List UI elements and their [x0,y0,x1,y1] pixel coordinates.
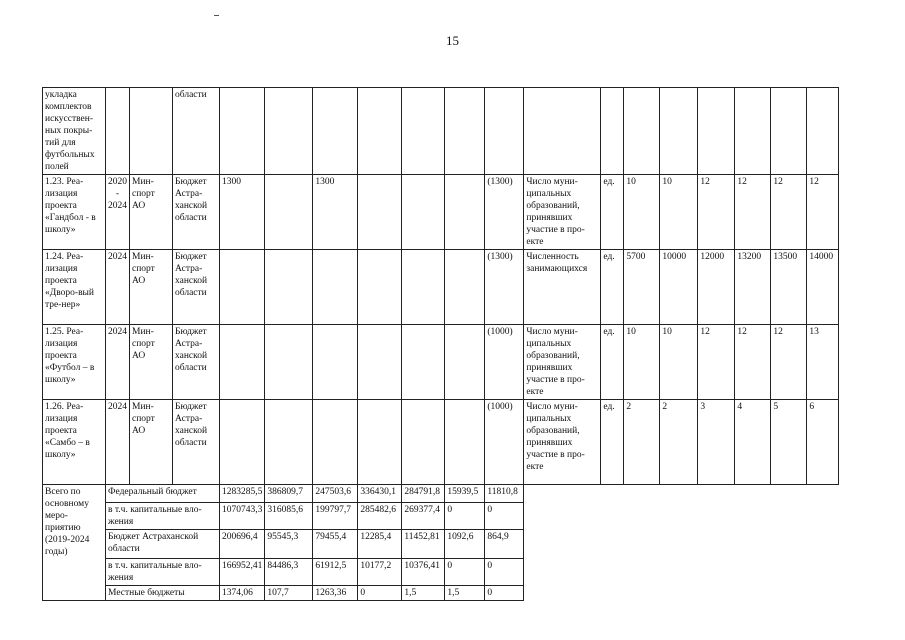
amount [445,250,485,325]
funding-source: Бюджет Астра-ханской области [173,325,220,400]
total-amount: (1000) [485,325,524,400]
executor: Мин-спорт АО [130,325,173,400]
indicator-value: 5 [771,400,807,485]
budget-value: 0 [485,586,524,601]
budget-value: 0 [358,586,402,601]
budget-value: 10376,41 [402,559,445,586]
indicator-value: 10 [624,175,660,250]
budget-value: 10177,2 [358,559,402,586]
table-row [43,586,839,601]
amount [402,325,445,400]
funding-source: Бюджет Астра-ханской области [173,175,220,250]
indicator-value: 2 [624,400,660,485]
measure-name: укладка комплектов искусствен-ных покры-тий для футбольных полей [43,88,106,175]
table-row [43,88,839,175]
budget-value: 95545,3 [265,530,313,559]
table-row [43,503,839,530]
indicator: Численность занимающихся [524,250,601,325]
amount [402,400,445,485]
amount [445,400,485,485]
indicator-value: 13 [807,325,839,400]
years: 2020 - 2024 [106,175,130,250]
amount [220,325,265,400]
unit: ед. [601,175,624,250]
amount [313,250,358,325]
budget-value: 864,9 [485,530,524,559]
executor: Мин-спорт АО [130,250,173,325]
indicator-value: 12 [735,175,771,250]
amount [313,325,358,400]
table-row [43,530,839,559]
amount [358,325,402,400]
amount [313,400,358,485]
total-amount: (1300) [485,250,524,325]
amount [265,250,313,325]
indicator-value: 5700 [624,250,660,325]
budget-value: 316085,6 [265,503,313,530]
unit: ед. [601,400,624,485]
amount [358,250,402,325]
budget-value: 1263,36 [313,586,358,601]
amount [220,250,265,325]
indicator-value: 10000 [660,250,698,325]
budget-value: 285482,6 [358,503,402,530]
amount [402,175,445,250]
years: 2024 [106,325,130,400]
budget-value: 1,5 [402,586,445,601]
table-row [43,559,839,586]
indicator-value: 12 [698,175,735,250]
amount [265,175,313,250]
amount [220,400,265,485]
unit: ед. [601,325,624,400]
executor: Мин-спорт АО [130,175,173,250]
indicator-value: 12 [771,175,807,250]
budget-label: Федеральный бюджет [106,485,220,503]
budget-value: 61912,5 [313,559,358,586]
budget-value: 1,5 [445,586,485,601]
scan-mark [214,15,219,16]
amount [445,175,485,250]
indicator-value: 12 [771,325,807,400]
table-row [43,485,839,503]
indicator-value: 3 [698,400,735,485]
amount: 1300 [313,175,358,250]
measure-name: 1.25. Реа-лизация проекта «Футбол – в школу» [43,325,106,400]
executor: Мин-спорт АО [130,400,173,485]
indicator-value: 4 [735,400,771,485]
budget-value: 336430,1 [358,485,402,503]
indicator-value: 10 [624,325,660,400]
indicator-value: 10 [660,175,698,250]
budget-value: 0 [485,503,524,530]
funding-source: Бюджет Астра-ханской области [173,400,220,485]
amount [265,400,313,485]
budget-label: Бюджет Астраханской области [106,530,220,559]
indicator-value: 12000 [698,250,735,325]
budget-value: 1374,06 [220,586,265,601]
indicator-value: 6 [807,400,839,485]
budget-value: 79455,4 [313,530,358,559]
amount [265,325,313,400]
total-amount: (1000) [485,400,524,485]
measure-name: 1.23. Реа-лизация проекта «Гандбол - в школу» [43,175,106,250]
budget-label: в т.ч. капитальные вло-жения [106,503,220,530]
budget-value: 107,7 [265,586,313,601]
unit: ед. [601,250,624,325]
table-row [43,250,839,325]
budget-value: 386809,7 [265,485,313,503]
indicator-value: 10 [660,325,698,400]
total-label: Всего по основному меро-приятию (2019-2024 годы) [43,485,106,601]
budget-value: 12285,4 [358,530,402,559]
measure-name: 1.26. Реа-лизация проекта «Самбо – в школу» [43,400,106,485]
budget-value: 1092,6 [445,530,485,559]
budget-value: 1283285,5 [220,485,265,503]
budget-value: 284791,8 [402,485,445,503]
budget-value: 166952,41 [220,559,265,586]
indicator-value: 13500 [771,250,807,325]
budget-value: 200696,4 [220,530,265,559]
budget-value: 0 [445,559,485,586]
budget-value: 199797,7 [313,503,358,530]
indicator-value: 12 [735,325,771,400]
indicator-value: 12 [698,325,735,400]
indicator: Число муни-ципальных образований, принявших участие в про-екте [524,175,601,250]
budget-value: 84486,3 [265,559,313,586]
amount: 1300 [220,175,265,250]
years: 2024 [106,250,130,325]
budget-value: 1070743,3 [220,503,265,530]
indicator-value: 13200 [735,250,771,325]
years: 2024 [106,400,130,485]
amount [402,250,445,325]
funding-source: Бюджет Астра-ханской области [173,250,220,325]
page-number: 15 [446,33,459,48]
budget-value: 247503,6 [313,485,358,503]
indicator-value: 14000 [807,250,839,325]
budget-value: 0 [445,503,485,530]
table-row [43,175,839,250]
indicator-value: 12 [807,175,839,250]
budget-value: 269377,4 [402,503,445,530]
indicator: Число муни-ципальных образований, принявших участие в про-екте [524,325,601,400]
budget-value: 11810,8 [485,485,524,503]
budget-value: 0 [485,559,524,586]
table-row [43,400,839,485]
amount [358,175,402,250]
budget-value: 11452,81 [402,530,445,559]
table-row [43,325,839,400]
indicator-value: 2 [660,400,698,485]
amount [445,325,485,400]
indicator: Число муни-ципальных образований, принявших участие в про-екте [524,400,601,485]
total-amount: (1300) [485,175,524,250]
budget-label: в т.ч. капитальные вло-жения [106,559,220,586]
budget-label: Местные бюджеты [106,586,220,601]
budget-value: 15939,5 [445,485,485,503]
amount [358,400,402,485]
measure-name: 1.24. Реа-лизация проекта «Дворо-вый тре-нер» [43,250,106,325]
measures-table [42,87,839,601]
funding-source: области [173,88,220,175]
